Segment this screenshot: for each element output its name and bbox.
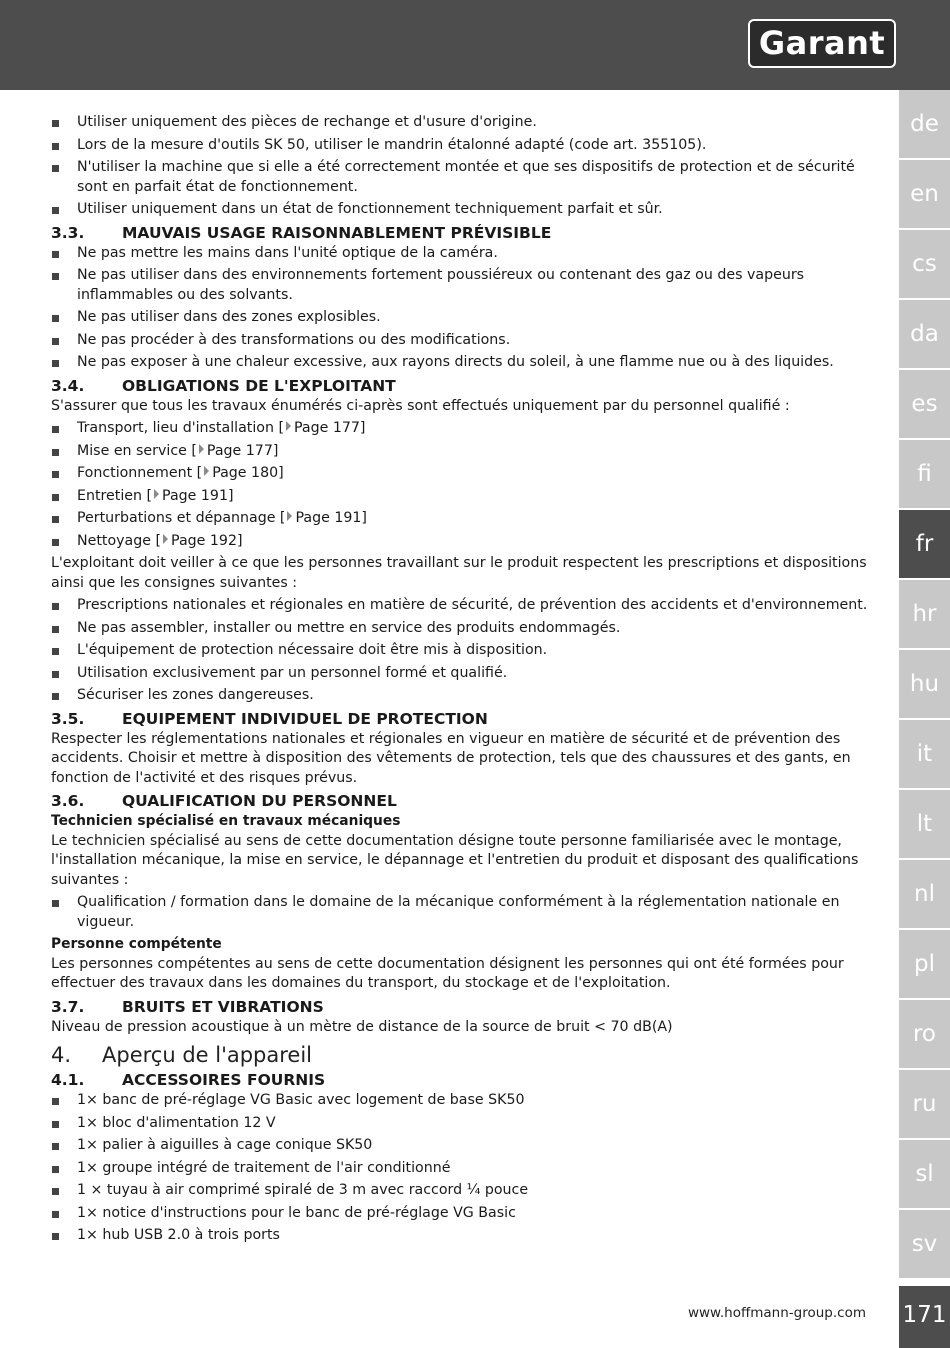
square-bullet-icon bbox=[52, 626, 59, 633]
section-heading-3-4: 3.4. OBLIGATIONS DE L'EXPLOITANT bbox=[51, 376, 396, 395]
list-item: 1× palier à aiguilles à cage conique SK50 bbox=[51, 1136, 871, 1156]
square-bullet-icon bbox=[52, 315, 59, 322]
page-ref-arrow-icon bbox=[154, 489, 159, 499]
square-bullet-icon bbox=[52, 494, 59, 501]
square-bullet-icon bbox=[52, 1166, 59, 1173]
section-heading-4-1: 4.1. ACCESSOIRES FOURNIS bbox=[51, 1071, 326, 1089]
document-body bbox=[51, 113, 871, 1249]
square-bullet-icon bbox=[52, 251, 59, 258]
paragraph: L'exploitant doit veiller à ce que les personnes travaillant sur le produit respectent les prescriptions et dispositions ainsi que les consignes suivantes : bbox=[51, 555, 867, 591]
list-item: N'utiliser la machine que si elle a été correctement montée et que ses dispositifs de protection et de sécurité sont en parfait état de fonctionnement. bbox=[51, 158, 871, 197]
page-ref-arrow-icon bbox=[199, 444, 204, 454]
list-item: 1× banc de pré-réglage VG Basic avec logement de base SK50 bbox=[51, 1091, 871, 1111]
page-number: 171 bbox=[899, 1286, 950, 1348]
page-reference-link[interactable]: Page 191] bbox=[162, 487, 234, 504]
list-item: 1× notice d'instructions pour le banc de pré-réglage VG Basic bbox=[51, 1204, 871, 1224]
list-item: Ne pas utiliser dans des environnements fortement poussiéreux ou contenant des gaz ou des vapeurs inflammables ou des solvants. bbox=[51, 266, 871, 305]
language-tab-sv[interactable]: sv bbox=[899, 1210, 950, 1278]
section-heading-3-3: 3.3. MAUVAIS USAGE RAISONNABLEMENT PRÉVISIBLE bbox=[51, 223, 552, 242]
language-tab-it[interactable]: it bbox=[899, 720, 950, 788]
list-item: Ne pas assembler, installer ou mettre en service des produits endommagés. bbox=[51, 619, 871, 639]
language-tab-fi[interactable]: fi bbox=[899, 440, 950, 508]
language-tab-fr[interactable]: fr bbox=[899, 510, 950, 578]
page-reference-link[interactable]: Page 191] bbox=[295, 510, 367, 526]
square-bullet-icon bbox=[52, 273, 59, 280]
language-tab-es[interactable]: es bbox=[899, 370, 950, 438]
list-item: 1× bloc d'alimentation 12 V bbox=[51, 1114, 871, 1134]
language-tab-sl[interactable]: sl bbox=[899, 1140, 950, 1208]
page-reference-link[interactable]: Page 177] bbox=[294, 420, 366, 436]
page-reference-link[interactable]: Page 177] bbox=[206, 442, 279, 459]
language-tab-pl[interactable]: pl bbox=[899, 930, 950, 998]
list-item: Prescriptions nationales et régionales en matière de sécurité, de prévention des accidents et d'environnement. bbox=[51, 596, 871, 616]
paragraph: Les personnes compétentes au sens de cette documentation désignent les personnes qui ont été formées pour effectuer des travaux dans les domaines du transport, du stockage et de l'exploitation. bbox=[51, 955, 844, 991]
square-bullet-icon bbox=[52, 426, 59, 433]
square-bullet-icon bbox=[52, 671, 59, 678]
list-item: Perturbations et dépannage [ Page 191] bbox=[51, 509, 871, 529]
paragraph: Niveau de pression acoustique à un mètre de distance de la source de bruit < 70 dB(A) bbox=[51, 1018, 673, 1035]
page-ref-arrow-icon bbox=[287, 511, 292, 521]
list-item: 1 × tuyau à air comprimé spiralé de 3 m avec raccord ¼ pouce bbox=[51, 1181, 871, 1201]
square-bullet-icon bbox=[52, 360, 59, 367]
section-heading-3-5: 3.5. EQUIPEMENT INDIVIDUEL DE PROTECTION bbox=[51, 709, 488, 728]
list-item: Utilisation exclusivement par un personnel formé et qualifié. bbox=[51, 664, 871, 684]
chapter-heading-4: 4. Aperçu de l'appareil bbox=[51, 1043, 313, 1067]
square-bullet-icon bbox=[52, 1233, 59, 1240]
list-item: Sécuriser les zones dangereuses. bbox=[51, 686, 871, 706]
list-item: Lors de la mesure d'outils SK 50, utiliser le mandrin étalonné adapté (code art. 355105). bbox=[51, 136, 871, 156]
paragraph: S'assurer que tous les travaux énumérés ci-après sont effectués uniquement par du personnel qualifié : bbox=[51, 397, 790, 414]
page-reference-link[interactable]: Page 180] bbox=[212, 465, 284, 481]
language-sidebar bbox=[899, 90, 950, 1280]
square-bullet-icon bbox=[52, 539, 59, 546]
list-item: L'équipement de protection nécessaire doit être mis à disposition. bbox=[51, 641, 871, 661]
language-tab-ro[interactable]: ro bbox=[899, 1000, 950, 1068]
list-item: Mise en service [ Page 177] bbox=[51, 442, 871, 462]
square-bullet-icon bbox=[52, 143, 59, 150]
intro-bullet-list bbox=[51, 113, 871, 220]
list-item: Entretien [ Page 191] bbox=[51, 487, 871, 507]
subheading: Personne compétente bbox=[51, 936, 222, 952]
page-ref-arrow-icon bbox=[204, 466, 209, 476]
square-bullet-icon bbox=[52, 1121, 59, 1128]
paragraph: Le technicien spécialisé au sens de cette documentation désigne toute personne familiarisée avec le montage, l'installation mécanique, la mise en service, le dépannage et l'entretien du produit et disposant des qualifications suivantes : bbox=[51, 832, 859, 888]
language-tab-lt[interactable]: lt bbox=[899, 790, 950, 858]
square-bullet-icon bbox=[52, 1211, 59, 1218]
page-ref-arrow-icon bbox=[286, 421, 291, 431]
square-bullet-icon bbox=[52, 1188, 59, 1195]
language-tab-hr[interactable]: hr bbox=[899, 580, 950, 648]
page-ref-arrow-icon bbox=[163, 534, 168, 544]
list-item: Utiliser uniquement des pièces de rechange et d'usure d'origine. bbox=[51, 113, 871, 133]
square-bullet-icon bbox=[52, 1143, 59, 1150]
square-bullet-icon bbox=[52, 1098, 59, 1105]
page-header bbox=[0, 0, 950, 90]
square-bullet-icon bbox=[52, 516, 59, 523]
list-item: Ne pas utiliser dans des zones explosibles. bbox=[51, 308, 871, 328]
list-item: Fonctionnement [ Page 180] bbox=[51, 464, 871, 484]
list-item: Utiliser uniquement dans un état de fonctionnement techniquement parfait et sûr. bbox=[51, 200, 871, 220]
section-heading-3-6: 3.6. QUALIFICATION DU PERSONNEL bbox=[51, 792, 397, 810]
garant-logo: Garant bbox=[748, 19, 896, 68]
square-bullet-icon bbox=[52, 648, 59, 655]
square-bullet-icon bbox=[52, 449, 59, 456]
square-bullet-icon bbox=[52, 471, 59, 478]
language-tab-da[interactable]: da bbox=[899, 300, 950, 368]
list-item: Qualification / formation dans le domaine de la mécanique conformément à la réglementation nationale en vigueur. bbox=[51, 893, 871, 932]
list-item: 1× hub USB 2.0 à trois ports bbox=[51, 1226, 871, 1246]
page-reference-link[interactable]: Page 192] bbox=[171, 532, 243, 549]
language-tab-en[interactable]: en bbox=[899, 160, 950, 228]
language-tab-nl[interactable]: nl bbox=[899, 860, 950, 928]
square-bullet-icon bbox=[52, 120, 59, 127]
square-bullet-icon bbox=[52, 900, 59, 907]
list-item: Transport, lieu d'installation [ Page 177] bbox=[51, 419, 871, 439]
list-item: Ne pas procéder à des transformations ou des modifications. bbox=[51, 331, 871, 351]
square-bullet-icon bbox=[52, 207, 59, 214]
language-tab-cs[interactable]: cs bbox=[899, 230, 950, 298]
list-item: 1× groupe intégré de traitement de l'air conditionné bbox=[51, 1159, 871, 1179]
list-item: Ne pas exposer à une chaleur excessive, aux rayons directs du soleil, à une flamme nue ou à des liquides. bbox=[51, 353, 871, 373]
language-tab-hu[interactable]: hu bbox=[899, 650, 950, 718]
language-tab-de[interactable]: de bbox=[899, 90, 950, 158]
square-bullet-icon bbox=[52, 693, 59, 700]
section-heading-3-7: 3.7. BRUITS ET VIBRATIONS bbox=[51, 997, 324, 1016]
paragraph: Respecter les réglementations nationales et régionales en vigueur en matière de sécurité et de prévention des accidents. Choisir et mettre à disposition des vêtements de protection, tels que des chaussures et des gants, en fonction de l'activité et des risques prévus. bbox=[51, 730, 851, 786]
square-bullet-icon bbox=[52, 603, 59, 610]
footer-url[interactable]: www.hoffmann-group.com bbox=[687, 1305, 866, 1321]
list-item: Nettoyage [ Page 192] bbox=[51, 532, 871, 552]
square-bullet-icon bbox=[52, 338, 59, 345]
square-bullet-icon bbox=[52, 165, 59, 172]
list-item: Ne pas mettre les mains dans l'unité optique de la caméra. bbox=[51, 244, 871, 264]
subheading: Technicien spécialisé en travaux mécaniques bbox=[51, 813, 401, 829]
language-tab-ru[interactable]: ru bbox=[899, 1070, 950, 1138]
